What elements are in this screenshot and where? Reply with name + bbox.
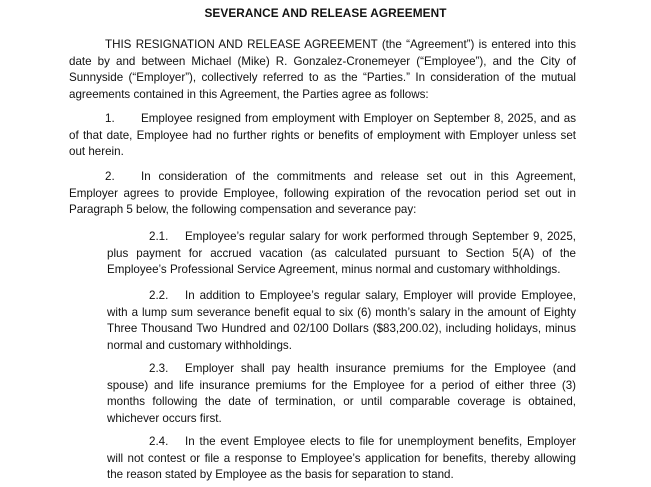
subsection-2-1: [107, 229, 576, 279]
subsection-2-2-text: In addition to Employee’s regular salary, Employer will provide Employee, with a lump sum severance benefit equal to six (6) month’s salary in the amount of Eighty Three Thousand Two Hundred and 02/100 Dollars ($83,200.02), including holidays, minus normal and customary withholdings.: [107, 289, 576, 352]
subsection-2-3-text: Employer shall pay health insurance premiums for the Employee (and spouse) and life insurance premiums for the Employee for a period of either three (3) months following the date of termination, or until comparable coverage is obtained, whichever occurs first.: [107, 362, 576, 425]
intro-text: THIS RESIGNATION AND RELEASE AGREEMENT (the “Agreement”) is entered into this date by and between Michael (Mike) R. Gonzalez-Cronemeyer (“Employee”), and the City of Sunnyside (“Employer”), collectively referred to as the “Parties.” In consideration of the mutual agreements contained in this Agreement, the Parties agree as follows:: [69, 38, 576, 101]
subsection-2-2: [107, 288, 576, 354]
section-1: [69, 111, 576, 161]
subsection-2-4-text: In the event Employee elects to file for unemployment benefits, Employer will not contest or file a response to Employee’s application for benefits, thereby allowing the reason stated by Employee as the basis for separation to stand.: [107, 435, 576, 482]
subsection-2-1-number: 2.1.: [149, 230, 169, 243]
subsection-2-3-number: 2.3.: [149, 362, 169, 375]
subsection-2-1-text: Employee’s regular salary for work performed through September 9, 2025, plus payment for accrued vacation (as calculated pursuant to Section 5(A) of the Employee’s Professional Service Agreement, minus normal and customary withholdings.: [107, 230, 576, 277]
section-2: [69, 169, 576, 219]
subsection-2-2-number: 2.2.: [149, 289, 169, 302]
subsection-2-3: [107, 361, 576, 427]
document-title: SEVERANCE AND RELEASE AGREEMENT: [204, 6, 447, 20]
subsection-2-4: [107, 434, 576, 484]
section-2-text: In consideration of the commitments and release set out in this Agreement, Employer agrees to provide Employee, following expiration of the revocation period set out in Paragraph 5 below, the following compensation and severance pay:: [69, 170, 576, 217]
section-1-text: Employee resigned from employment with Employer on September 8, 2025, and as of that date, Employee had no further rights or benefits of employment with Employer unless set out herein.: [69, 112, 576, 159]
subsection-2-4-number: 2.4.: [149, 435, 169, 448]
section-1-number: 1.: [105, 112, 115, 125]
section-2-number: 2.: [105, 170, 115, 183]
intro-paragraph: [69, 37, 576, 103]
